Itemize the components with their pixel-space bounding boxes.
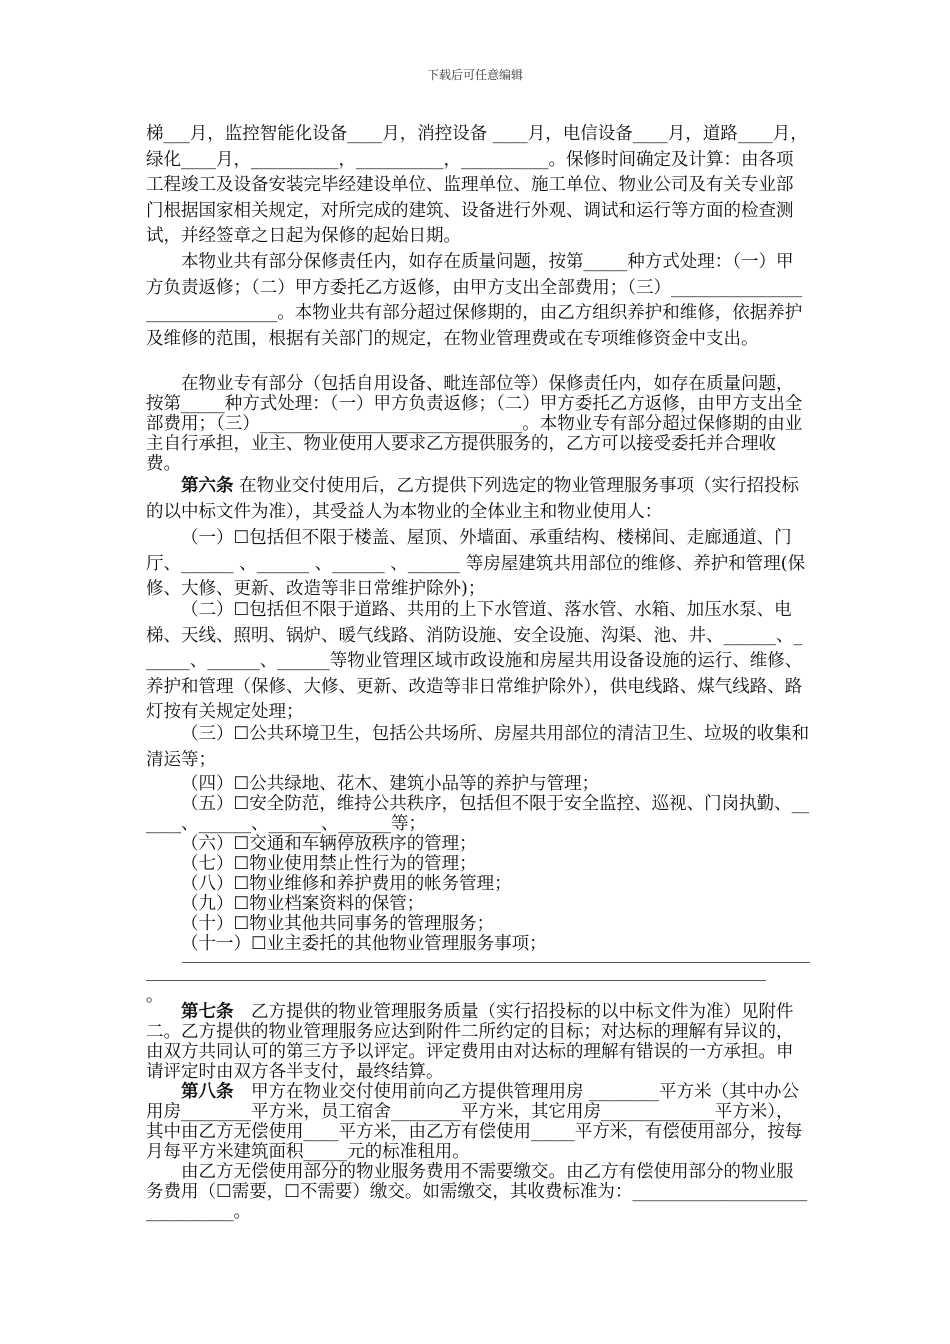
paragraph-text: 在物业交付使用后，乙方提供下列选定的物业管理服务事项（实行招投标的以中标文件为准），其受益人为本物业的全体业主和物业使用人： bbox=[146, 476, 800, 522]
paragraph-text: 。 bbox=[146, 986, 164, 1006]
blank-line-2 bbox=[146, 980, 766, 981]
paragraph-5 bbox=[146, 526, 810, 603]
paragraph-13 bbox=[146, 894, 810, 914]
paragraph-2 bbox=[146, 250, 810, 352]
article-heading: 第七条 bbox=[181, 1002, 234, 1022]
blank-line-1 bbox=[182, 962, 810, 963]
paragraph-6 bbox=[146, 598, 810, 726]
paragraph-text: 由乙方无偿使用部分的物业服务费用不需要缴交。由乙方有偿使用部分的物业服务费用（☐需要，☐不需要）缴交。如需缴交，其收费标准为：______________________________。 bbox=[146, 1162, 808, 1222]
paragraph-text: 梯___月，监控智能化设备____月，消控设备 ____月，电信设备____月，道路____月，绿化____月，__________，__________，__________。保修时间确定及计算：由各项工程竣工及设备安装完毕经建设单位、监理单位、施工单位、物业公司及有关专业部门根据国家相关规定，对所完成的建筑、设备进行外观、调试和运行等方面的检查测试，并经签章之日起为保修的起始日期。 bbox=[146, 124, 808, 246]
paragraph-15 bbox=[146, 934, 810, 954]
paragraph-8 bbox=[146, 774, 810, 794]
paragraph-4 bbox=[146, 474, 810, 525]
paragraph-text: （八）☐物业维修和养护费用的帐务管理； bbox=[181, 874, 512, 894]
paragraph-text: 在物业专有部分（包括自用设备、毗连部位等）保修责任内，如存在质量问题，按第_____种方式处理：（一）甲方负责返修；（二）甲方委托乙方返修，由甲方支出全部费用；（三）______________________________。本物业专有部分超过保修期的由业主自行承担，业主、物业使用人要求乙方提供服务的，乙方可以接受委托并合理收费。 bbox=[146, 374, 803, 474]
paragraph-text: （九）☐物业档案资料的保管； bbox=[181, 894, 425, 914]
paragraph-18 bbox=[146, 1082, 810, 1162]
paragraph-text: （一）☐包括但不限于楼盖、屋顶、外墙面、承重结构、楼梯间、走廊通道、门厅、______ 、______ 、______ 、______ 等房屋建筑共用部位的维修、养护和管理(保修、大修、更新、改造等非日常维护除外)； bbox=[146, 528, 806, 599]
paragraph-12 bbox=[146, 874, 810, 894]
paragraph-text: （四）☐公共绿地、花木、建筑小品等的养护与管理； bbox=[181, 774, 600, 794]
paragraph-17 bbox=[146, 1002, 810, 1082]
paragraph-text: （三）☐公共环境卫生，包括公共场所、房屋共用部位的清洁卫生、垃圾的收集和清运等； bbox=[146, 724, 810, 770]
paragraph-text: 乙方提供的物业管理服务质量（实行招投标的以中标文件为准）见附件二。乙方提供的物业管理服务应达到附件二所约定的目标；对达标的理解有异议的，由双方共同认可的第三方予以评定。评定费用由对达标的理解有错误的一方承担。申请评定时由双方各半支付，最终结算。 bbox=[146, 1002, 794, 1082]
paragraph-text: （二）☐包括但不限于道路、共用的上下水管道、落水管、水箱、加压水泵、电梯、天线、照明、锅炉、暖气线路、消防设施、安全设施、沟渠、池、井、______、______、______、______等物业管理区域市政设施和房屋共用设备设施的运行、维修、养护和管理（保修、大修、更新、改造等非日常维护除外），供电线路、煤气线路、路灯按有关规定处理； bbox=[146, 600, 803, 722]
paragraph-10 bbox=[146, 834, 810, 854]
paragraph-text: （十）☐物业其他共同事务的管理服务； bbox=[181, 914, 495, 934]
article-heading: 第六条 bbox=[181, 476, 234, 496]
paragraph-text: （六）☐交通和车辆停放秩序的管理； bbox=[181, 834, 477, 854]
paragraph-text: （七）☐物业使用禁止性行为的管理； bbox=[181, 854, 477, 874]
paragraph-7 bbox=[146, 722, 810, 773]
paragraph-text: 甲方在物业交付使用前向乙方提供管理用房 ________平方米（其中办公用房________平方米，员工宿舍________平方米，其它用房_____________平方米），其中由乙方无偿使用____平方米，由乙方有偿使用_____平方米，有偿使用部分，按每月每平方米建筑面积_____元的标准租用。 bbox=[146, 1082, 803, 1162]
paragraph-text: 本物业共有部分保修责任内，如存在质量问题，按第_____种方式处理：（一）甲方负责返修；（二）甲方委托乙方返修，由甲方支出全部费用；（三）______________________________。本物业共有部分超过保修期的，由乙方组织养护和维修，依据养护及维修的范围，根据有关部门的规定，在物业管理费或在专项维修资金中支出。 bbox=[146, 252, 803, 349]
paragraph-19 bbox=[146, 1162, 810, 1222]
paragraph-text: （五）☐安全防范，维持公共秩序，包括但不限于安全监控、巡视、门岗执勤、______、______、______、______等； bbox=[146, 794, 810, 834]
paragraph-3 bbox=[146, 374, 810, 474]
page-header: 下载后可任意编辑 bbox=[426, 68, 523, 82]
paragraph-9 bbox=[146, 794, 810, 834]
paragraph-1 bbox=[146, 122, 810, 250]
paragraph-text: （十一）☐业主委托的其他物业管理服务事项； bbox=[181, 934, 547, 954]
paragraph-14 bbox=[146, 914, 810, 934]
paragraph-11 bbox=[146, 854, 810, 874]
article-heading: 第八条 bbox=[181, 1082, 234, 1102]
